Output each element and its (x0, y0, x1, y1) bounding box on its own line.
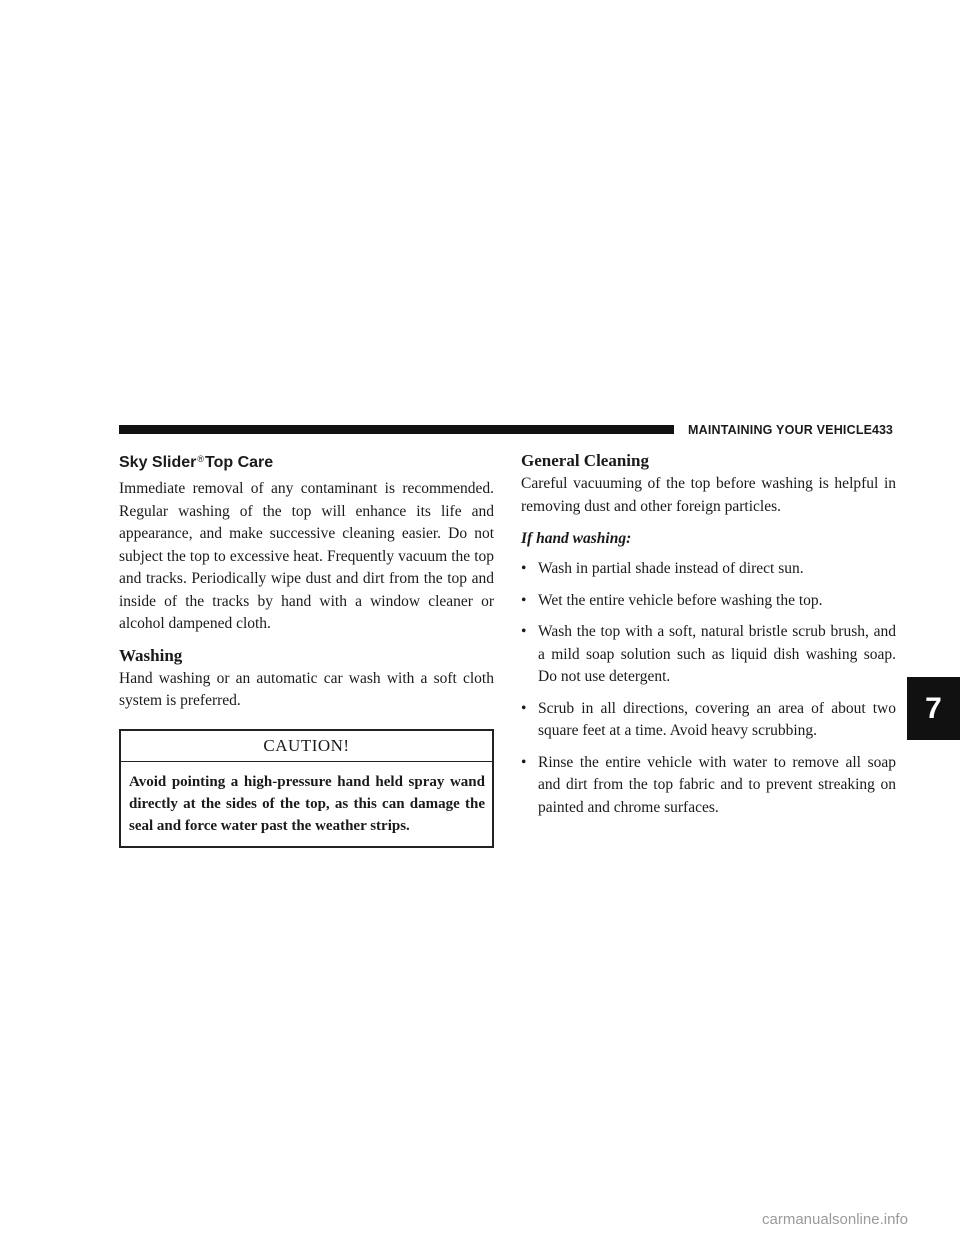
list-item: • Scrub in all directions, covering an area of about two square feet at a time. Avoid heavy scrubbing. (521, 699, 896, 739)
general-cleaning-paragraph: Careful vacuuming of the top before washing is helpful in removing dust and other foreign particles. (521, 475, 896, 515)
list-item: • Wash in partial shade instead of direct sun. (521, 558, 896, 581)
registered-mark: ® (197, 454, 205, 464)
list-item: • Wash the top with a soft, natural bristle scrub brush, and a mild soap solution such as liquid dish washing soap. Do not use detergent. (521, 623, 896, 685)
chapter-tab: 7 (907, 677, 960, 740)
bullet-icon: • (521, 623, 527, 640)
washing-heading: Washing (119, 645, 183, 665)
page-header (119, 422, 906, 438)
list-item: • Rinse the entire vehicle with water to remove all soap and dirt from the top fabric and to prevent streaking on painted and chrome surfaces. (521, 753, 896, 816)
bullet-icon: • (521, 699, 527, 717)
hand-washing-lead: If hand washing: (521, 530, 632, 547)
bullet-icon: • (521, 753, 527, 771)
bullet-icon: • (521, 560, 527, 577)
left-column (119, 449, 494, 848)
washing-paragraph: Hand washing or an automatic car wash with a soft cloth system is preferred. (119, 669, 494, 709)
caution-text: Avoid pointing a high-pressure hand held spray wand directly at the sides of the top, as this can damage the seal and force water past the weather strips. (129, 773, 485, 834)
watermark-text: carmanualsonline.info (762, 1211, 908, 1228)
section-title: MAINTAINING YOUR VEHICLE (688, 423, 873, 437)
caution-title: CAUTION! (121, 731, 492, 762)
general-cleaning-heading: General Cleaning (521, 451, 649, 470)
right-column (521, 451, 896, 828)
page-number: 433 (872, 423, 893, 437)
bullet-list (521, 558, 896, 819)
header-rule (119, 425, 674, 434)
list-item: • Wet the entire vehicle before washing the top. (521, 590, 896, 613)
section-heading-sky-slider (119, 449, 494, 473)
bullet-icon: • (521, 591, 527, 609)
heading-main: Sky Slider (119, 454, 197, 471)
intro-paragraph: Immediate removal of any contaminant is recommended. Regular washing of the top will enhance its life and appearance, and make successive cleaning easier. Do not subject the top to excessive heat. Frequently vacuum the top and tracks. Periodically wipe dust and dirt from the top and inside of the tracks by hand with a window cleaner or alcohol dampened cloth. (119, 480, 494, 632)
caution-box (119, 729, 494, 848)
heading-tail: Top Care (205, 454, 274, 471)
